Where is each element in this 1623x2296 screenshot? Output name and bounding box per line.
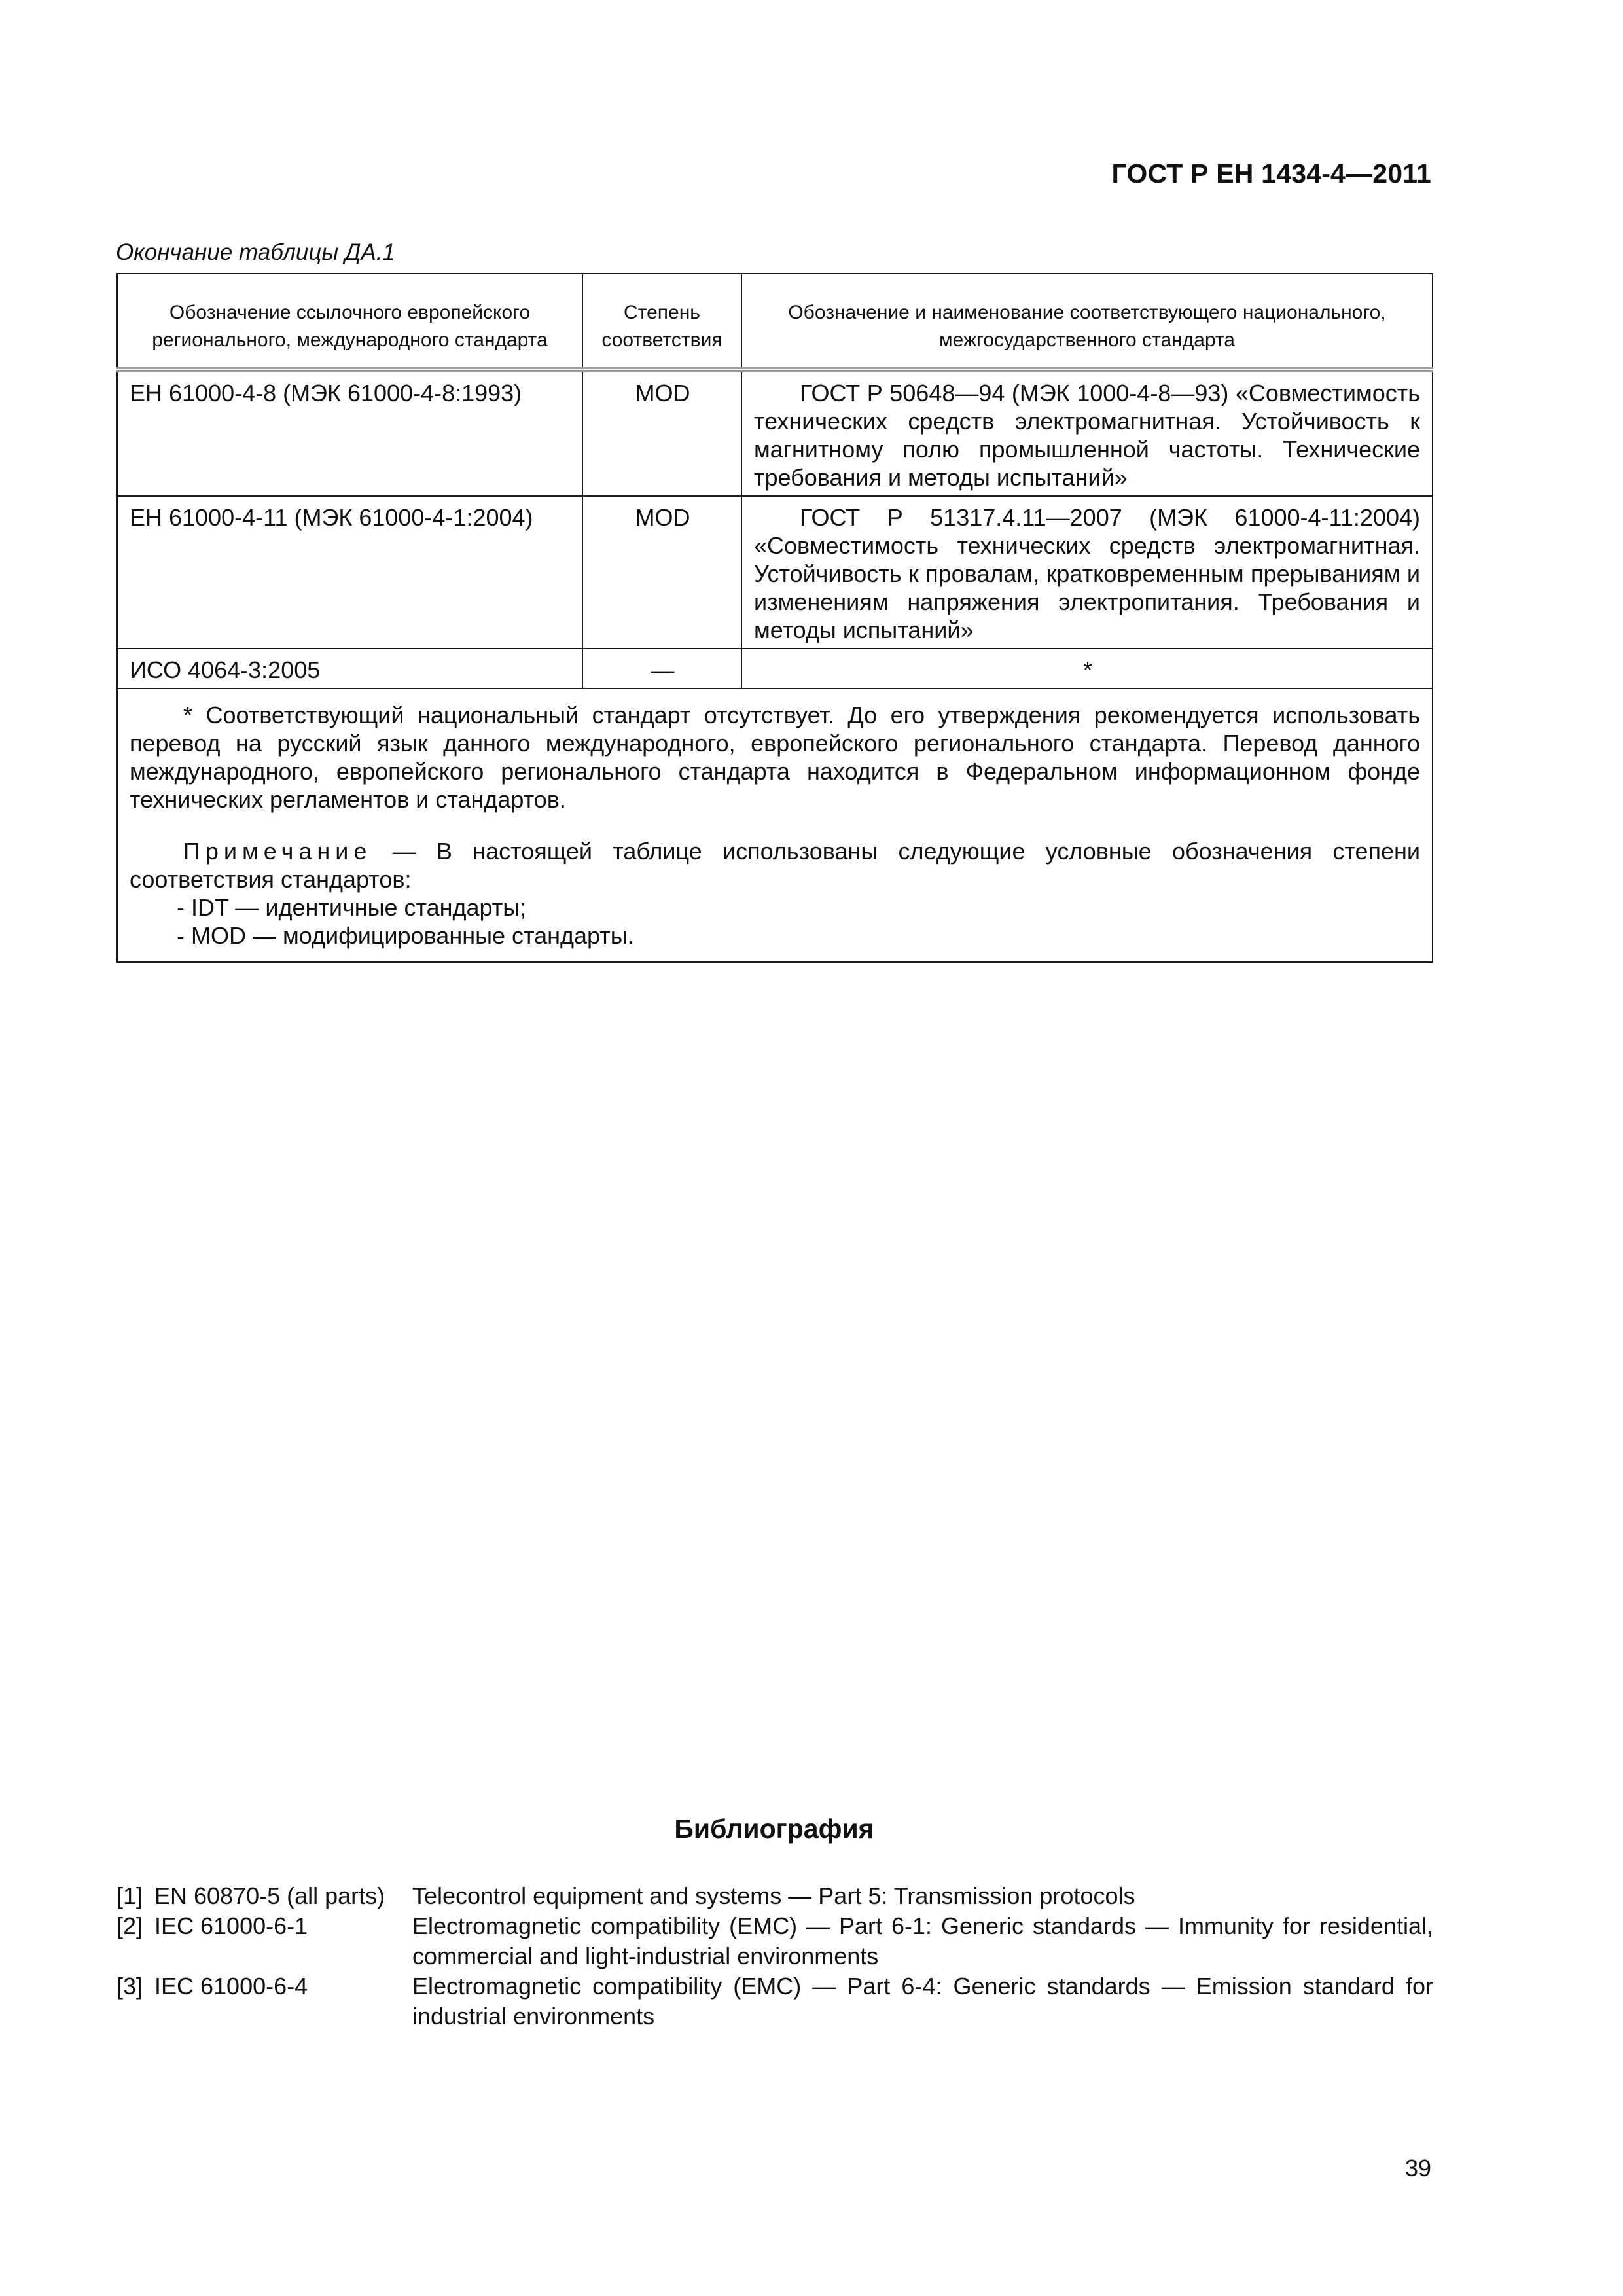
column-header-degree: Степень соответствия [582, 274, 741, 370]
table-caption: Окончание таблицы ДА.1 [116, 240, 395, 265]
bibliography-title: Библиография [674, 1814, 874, 1844]
table-footnote-row [117, 689, 1433, 962]
note-item-mod: - MOD — модифицированные стандарты. [177, 922, 634, 949]
bibliography-entry [116, 1971, 1433, 2032]
bibliography-entry [116, 1881, 1433, 1911]
footnote-cell [117, 689, 1433, 962]
bibliography-list [116, 1881, 1433, 2032]
entry-code: IEC 61000-6-1 [154, 1912, 308, 1939]
entry-title: Electromagnetic compatibility (EMC) — Part 6-1: Generic standards — Immunity for residential, commercial and light-industrial environments [412, 1912, 1433, 1969]
entry-code: EN 60870-5 (all parts) [154, 1882, 385, 1909]
note-item-idt: - IDT — идентичные стандарты; [177, 894, 527, 921]
entry-number: [1] [116, 1882, 143, 1909]
reference-standard-cell: ЕН 61000-4-11 (МЭК 61000-4-1:2004) [117, 496, 582, 649]
column-header-reference: Обозначение ссылочного европейского регионального, международного стандарта [117, 274, 582, 370]
reference-standard-cell: ИСО 4064-3:2005 [117, 649, 582, 689]
table-row [117, 370, 1433, 496]
entry-title: Telecontrol equipment and systems — Part 5: Transmission protocols [412, 1882, 1135, 1909]
page-number: 39 [1404, 2155, 1431, 2181]
entry-number: [3] [116, 1973, 143, 2000]
reference-standard-cell: ЕН 61000-4-8 (МЭК 61000-4-8:1993) [117, 370, 582, 496]
column-header-national: Обозначение и наименование соответствующего национального, межгосударственного стандарта [741, 274, 1433, 370]
document-code: ГОСТ Р ЕН 1434-4—2011 [1111, 158, 1431, 188]
footnote-text: * Соответствующий национальный стандарт отсутствует. До его утверждения рекомендуется использовать перевод на русский язык данного международного, европейского регионального стандарта. Перевод данного международного, европейского регионального стандарта находится в Федеральном информационном фонде технических регламентов и стандартов. [130, 702, 1420, 813]
correspondence-table [116, 273, 1433, 963]
table-row [117, 649, 1433, 689]
entry-number: [2] [116, 1912, 143, 1939]
note-text: — В настоящей таблице использованы следующие условные обозначения степени соответствия стандартов: [130, 838, 1420, 893]
table-row [117, 496, 1433, 649]
bibliography-entry [116, 1911, 1433, 1971]
degree-cell: MOD [582, 496, 741, 649]
entry-code: IEC 61000-6-4 [154, 1973, 308, 2000]
note-label: Примечание [183, 838, 372, 865]
degree-cell: — [582, 649, 741, 689]
national-standard-cell: * [741, 649, 1433, 689]
entry-title: Electromagnetic compatibility (EMC) — Part 6-4: Generic standards — Emission standard for industrial environments [412, 1973, 1433, 2030]
national-standard-cell: ГОСТ Р 51317.4.11—2007 (МЭК 61000-4-11:2004) «Совместимость технических средств электромагнитная. Устойчивость к провалам, кратковременным прерываниям и изменениям напряжения электропитания. Требования и методы испытаний» [741, 496, 1433, 649]
table-header-row [117, 274, 1433, 370]
degree-cell: MOD [582, 370, 741, 496]
national-standard-cell: ГОСТ Р 50648—94 (МЭК 1000-4-8—93) «Совместимость технических средств электромагнитная. Устойчивость к магнитному полю промышленной частоты. Технические требования и методы испытаний» [741, 370, 1433, 496]
note-paragraph [130, 837, 1420, 893]
